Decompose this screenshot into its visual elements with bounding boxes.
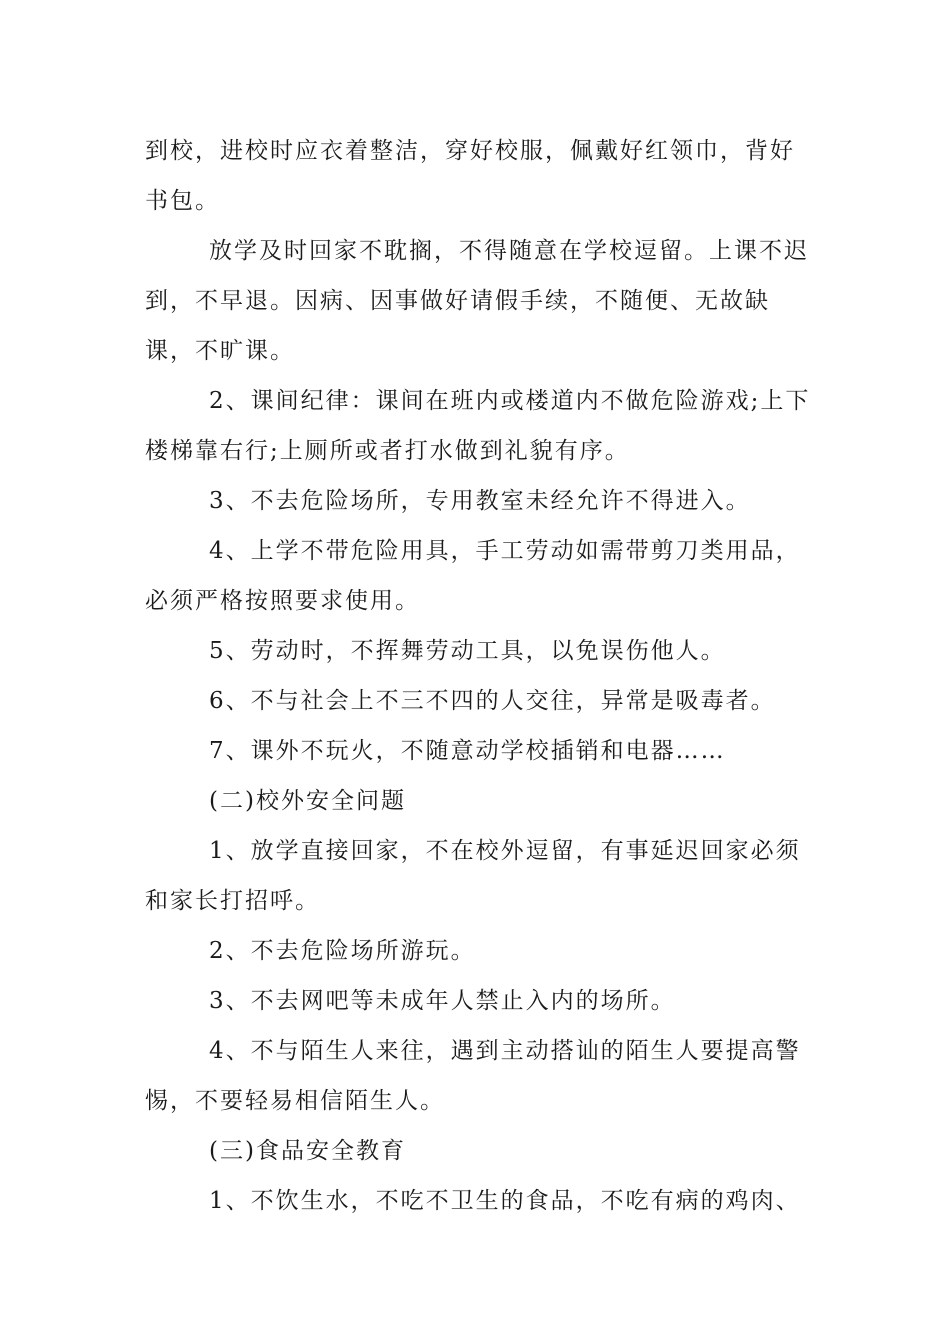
paragraph: 2、不去危险场所游玩。: [209, 938, 476, 964]
section-heading: (二)校外安全问题: [209, 788, 406, 814]
document-body: [145, 126, 815, 1226]
paragraph: 5、劳动时，不挥舞劳动工具，以免误伤他人。: [209, 638, 726, 664]
paragraph: 6、不与社会上不三不四的人交往，异常是吸毒者。: [209, 688, 776, 714]
paragraph: 7、课外不玩火，不随意动学校插销和电器……: [209, 738, 726, 764]
paragraph: 3、不去危险场所，专用教室未经允许不得进入。: [209, 488, 751, 514]
paragraph: 4、上学不带危险用具，手工劳动如需带剪刀类用品，必须严格按照要求使用。: [145, 538, 801, 614]
paragraph: 3、不去网吧等未成年人禁止入内的场所。: [209, 988, 676, 1014]
paragraph: 2、课间纪律：课间在班内或楼道内不做危险游戏;上下楼梯靠右行;上厕所或者打水做到礼貌有序。: [145, 388, 811, 464]
paragraph: 1、放学直接回家，不在校外逗留，有事延迟回家必须和家长打招呼。: [145, 838, 801, 914]
paragraph: 放学及时回家不耽搁，不得随意在学校逗留。上课不迟到，不早退。因病、因事做好请假手续，不随便、无故缺课，不旷课。: [145, 238, 809, 364]
section-heading: (三)食品安全教育: [209, 1138, 406, 1164]
paragraph: 4、不与陌生人来往，遇到主动搭讪的陌生人要提高警惕，不要轻易相信陌生人。: [145, 1038, 801, 1114]
paragraph: 到校，进校时应衣着整洁，穿好校服，佩戴好红领巾，背好书包。: [145, 138, 795, 214]
paragraph: 1、不饮生水，不吃不卫生的食品，不吃有病的鸡肉、: [209, 1188, 801, 1214]
